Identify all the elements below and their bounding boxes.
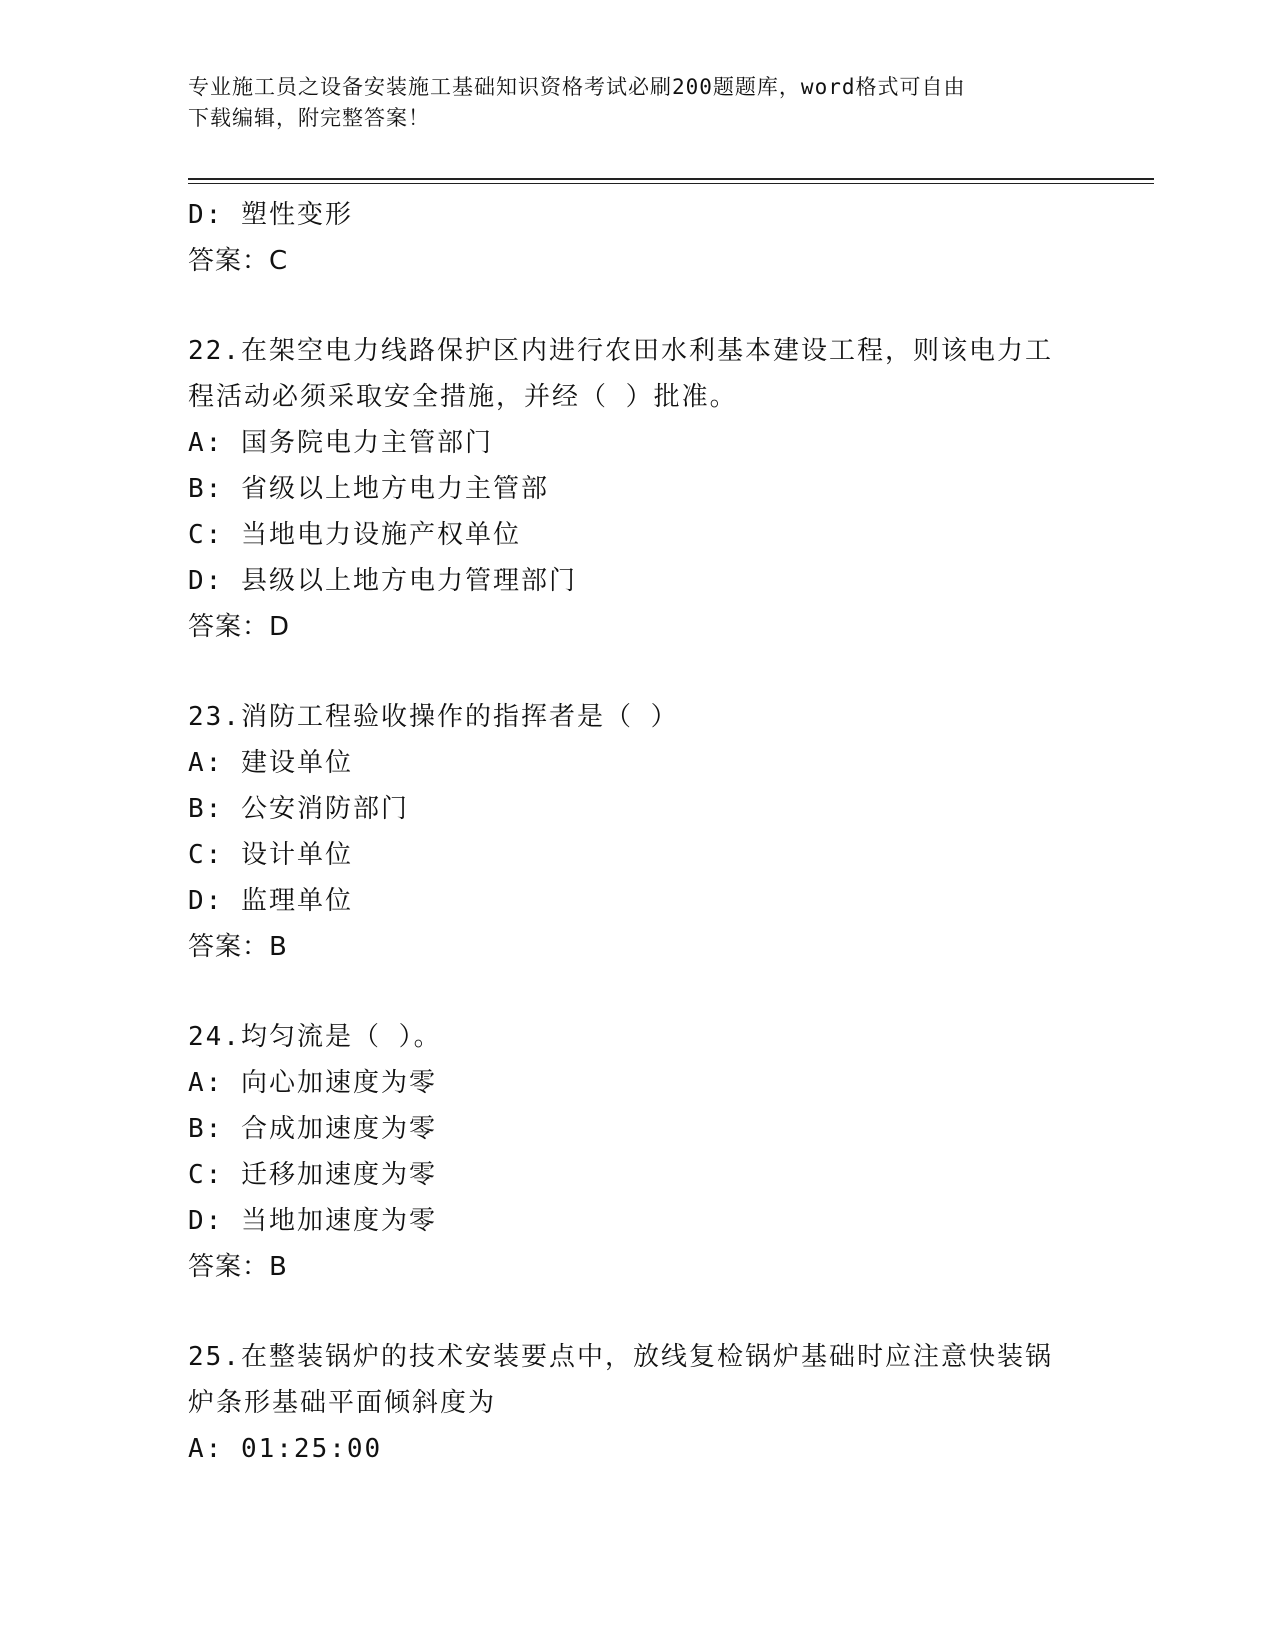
question-25 [188,1334,1088,1472]
option-d: D: 监理单位 [188,886,353,916]
document-body [188,192,1088,1472]
option-d: D: 塑性变形 [188,200,353,230]
question-22 [188,328,1088,650]
option-c: C: 迁移加速度为零 [188,1160,437,1190]
option-a: A: 建设单位 [188,748,353,778]
question-text-line: 22.在架空电力线路保护区内进行农田水利基本建设工程，则该电力工 [188,336,1053,366]
answer: 答案：C [188,246,289,276]
question-24 [188,1014,1088,1290]
option-c: C: 当地电力设施产权单位 [188,520,521,550]
option-d: D: 当地加速度为零 [188,1206,437,1236]
option-a: A: 向心加速度为零 [188,1068,437,1098]
question-23 [188,694,1088,970]
option-b: B: 省级以上地方电力主管部 [188,474,549,504]
header-line-2: 下载编辑，附完整答案！ [188,106,430,130]
option-d: D: 县级以上地方电力管理部门 [188,566,577,596]
answer: 答案：B [188,1252,288,1282]
question-text-line: 23.消防工程验收操作的指挥者是（ ） [188,702,679,732]
document-header [188,72,1078,134]
question-text-line: 程活动必须采取安全措施，并经（ ）批准。 [188,382,738,412]
header-divider-thick [188,178,1154,180]
previous-question-tail [188,192,1088,284]
option-b: B: 合成加速度为零 [188,1114,437,1144]
question-text-line: 炉条形基础平面倾斜度为 [188,1388,497,1418]
answer: 答案：B [188,932,288,962]
header-divider-thin [188,183,1154,184]
option-b: B: 公安消防部门 [188,794,409,824]
question-text-line: 25.在整装锅炉的技术安装要点中，放线复检锅炉基础时应注意快装锅 [188,1342,1053,1372]
option-c: C: 设计单位 [188,840,353,870]
header-line-1: 专业施工员之设备安装施工基础知识资格考试必刷200题题库，word格式可自由 [188,75,966,99]
answer: 答案：D [188,612,291,642]
option-a: A: 01:25:00 [188,1434,383,1464]
option-a: A: 国务院电力主管部门 [188,428,493,458]
question-text-line: 24.均匀流是（ ）。 [188,1022,442,1052]
